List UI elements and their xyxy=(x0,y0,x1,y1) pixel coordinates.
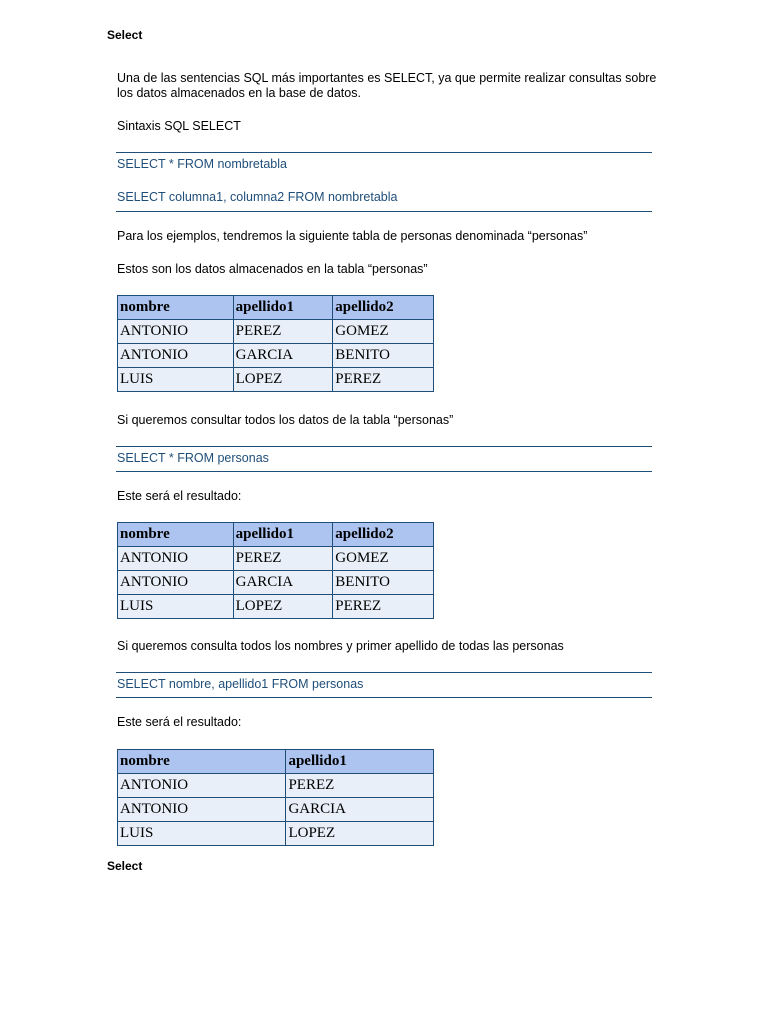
result-table-all xyxy=(117,522,434,619)
table-cell: ANTONIO xyxy=(118,547,234,571)
table-row xyxy=(118,320,434,344)
code-line: SELECT nombre, apellido1 FROM personas xyxy=(117,677,364,691)
table-cell: PEREZ xyxy=(333,595,434,619)
personas-table xyxy=(117,295,434,392)
table-cell: ANTONIO xyxy=(118,774,286,798)
table-cell: GARCIA xyxy=(233,571,333,595)
table-cell: PEREZ xyxy=(333,368,434,392)
table-row xyxy=(118,571,434,595)
column-header: apellido2 xyxy=(333,523,434,547)
page-title: Select xyxy=(107,28,143,42)
data-paragraph: Estos son los datos almacenados en la tabla “personas” xyxy=(117,262,428,276)
table-cell: PEREZ xyxy=(233,320,333,344)
query-names-code-block xyxy=(116,672,652,698)
table-cell: LUIS xyxy=(118,368,234,392)
table-header-row xyxy=(118,296,434,320)
code-line: SELECT * FROM nombretabla xyxy=(117,157,287,171)
column-header: apellido2 xyxy=(333,296,434,320)
intro-paragraph: Una de las sentencias SQL más importantes es SELECT, ya que permite realizar consultas sobre los datos almacenados en la base de datos. xyxy=(117,71,657,100)
table-row xyxy=(118,798,434,822)
result-label: Este será el resultado: xyxy=(117,489,242,503)
table-cell: LOPEZ xyxy=(233,368,333,392)
table-cell: GARCIA xyxy=(233,344,333,368)
table-cell: LUIS xyxy=(118,822,286,846)
examples-paragraph: Para los ejemplos, tendremos la siguiente tabla de personas denominada “personas” xyxy=(117,229,588,243)
table-cell: LOPEZ xyxy=(233,595,333,619)
table-row xyxy=(118,344,434,368)
table-cell: LOPEZ xyxy=(286,822,434,846)
table-row xyxy=(118,595,434,619)
column-header: nombre xyxy=(118,523,234,547)
table-cell: ANTONIO xyxy=(118,798,286,822)
table-row xyxy=(118,368,434,392)
table-cell: GOMEZ xyxy=(333,547,434,571)
result-table-names xyxy=(117,749,434,846)
table-cell: ANTONIO xyxy=(118,320,234,344)
result-label: Este será el resultado: xyxy=(117,715,242,729)
table-cell: ANTONIO xyxy=(118,344,234,368)
column-header: nombre xyxy=(118,750,286,774)
table-header-row xyxy=(118,523,434,547)
table-cell: GOMEZ xyxy=(333,320,434,344)
table-cell: LUIS xyxy=(118,595,234,619)
query-names-paragraph: Si queremos consulta todos los nombres y primer apellido de todas las personas xyxy=(117,639,564,653)
column-header: apellido1 xyxy=(233,523,333,547)
table-cell: GARCIA xyxy=(286,798,434,822)
table-cell: BENITO xyxy=(333,344,434,368)
code-line: SELECT * FROM personas xyxy=(117,451,269,465)
syntax-label: Sintaxis SQL SELECT xyxy=(117,119,241,133)
query-all-code-block xyxy=(116,446,652,472)
table-row xyxy=(118,822,434,846)
page-footer-title: Select xyxy=(107,859,143,873)
query-all-paragraph: Si queremos consultar todos los datos de la tabla “personas” xyxy=(117,413,454,427)
table-cell: ANTONIO xyxy=(118,571,234,595)
table-row xyxy=(118,774,434,798)
code-line: SELECT columna1, columna2 FROM nombretabla xyxy=(117,190,398,204)
table-cell: BENITO xyxy=(333,571,434,595)
column-header: apellido1 xyxy=(286,750,434,774)
table-header-row xyxy=(118,750,434,774)
table-cell: PEREZ xyxy=(233,547,333,571)
table-row xyxy=(118,547,434,571)
column-header: apellido1 xyxy=(233,296,333,320)
column-header: nombre xyxy=(118,296,234,320)
syntax-code-block xyxy=(116,152,652,212)
table-cell: PEREZ xyxy=(286,774,434,798)
